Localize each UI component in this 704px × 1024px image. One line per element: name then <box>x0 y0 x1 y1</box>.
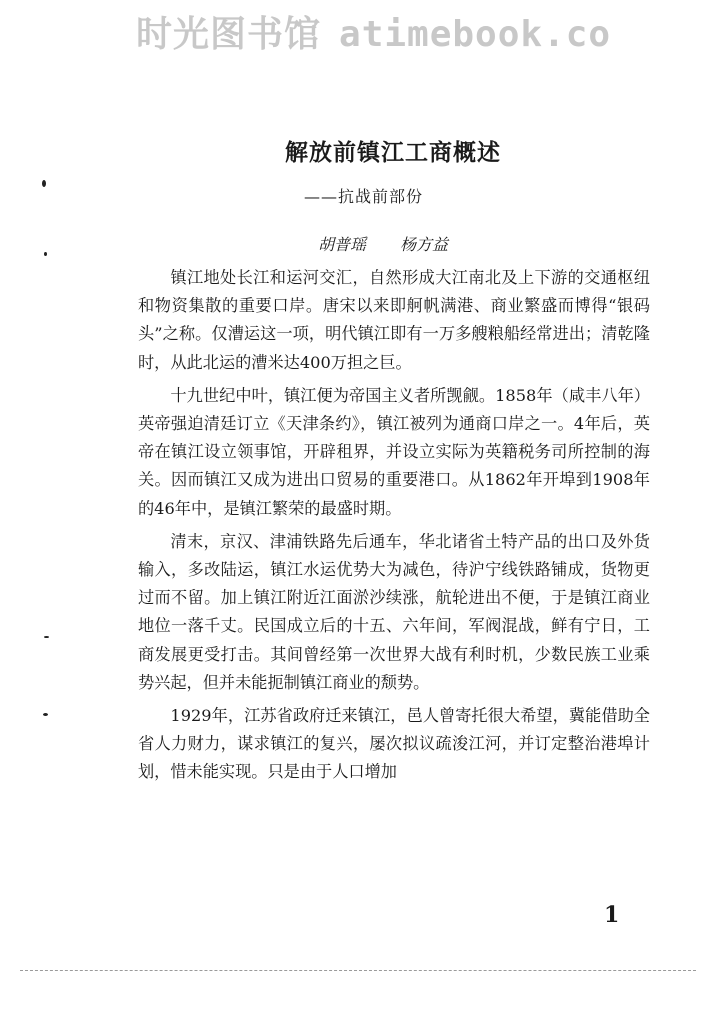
scan-speck <box>44 636 49 638</box>
paragraph: 十九世纪中叶，镇江便为帝国主义者所觊觎。1858年（咸丰八年）英帝强迫清廷订立《天津条约》，镇江被列为通商口岸之一。4年后，英帝在镇江设立领事馆，开辟租界，并设立实际为英籍税务司所控制的海关。因而镇江又成为进出口贸易的重要港口。从1862年开埠到1908年的46年中，是镇江繁荣的最盛时期。 <box>138 385 650 518</box>
paragraph: 镇江地处长江和运河交汇，自然形成大江南北及上下游的交通枢纽和物资集散的重要口岸。唐宋以来即舸帆满港、商业繁盛而博得“银码头”之称。仅漕运这一项，明代镇江即有一万多艘粮船经常进出；清乾隆时，从此北运的漕米达400万担之巨。 <box>138 268 650 372</box>
paragraph: 1929年，江苏省政府迁来镇江，邑人曾寄托很大希望，冀能借助全省人力财力，谋求镇江的复兴，屡次拟议疏浚江河，并订定整治港埠计划，惜未能实现。只是由于人口增加 <box>138 706 650 782</box>
paragraph: 清末，京汉、津浦铁路先后通车，华北诸省土特产品的出口及外货输入，多改陆运，镇江水运优势大为减色，待沪宁线铁路铺成，货物更过而不留。加上镇江附近江面淤沙续涨，航轮进出不便，于是镇江商业地位一落千丈。民国成立后的十五、六年间，军阀混战，鲜有宁日，工商发展更受打击。其间曾经第一次世界大战有利时机，少数民族工业乘势兴起，但并未能扼制镇江商业的颓势。 <box>138 531 650 692</box>
scan-speck <box>42 180 46 187</box>
page-number: 1 <box>604 902 620 928</box>
author-name: 胡普瑶 <box>318 235 367 254</box>
article-body <box>138 264 650 792</box>
scan-speck <box>44 252 47 256</box>
watermark-latin: atimebook.co <box>339 14 612 55</box>
authors <box>318 232 448 255</box>
watermark-cjk: 时光图书馆 <box>136 14 322 55</box>
article-title: 解放前镇江工商概述 <box>285 139 501 166</box>
scan-speck <box>43 713 48 716</box>
watermark <box>136 6 611 57</box>
scan-edge-line <box>20 970 696 971</box>
article-subtitle: ——抗战前部份 <box>304 187 424 206</box>
author-name: 杨方益 <box>400 235 449 254</box>
